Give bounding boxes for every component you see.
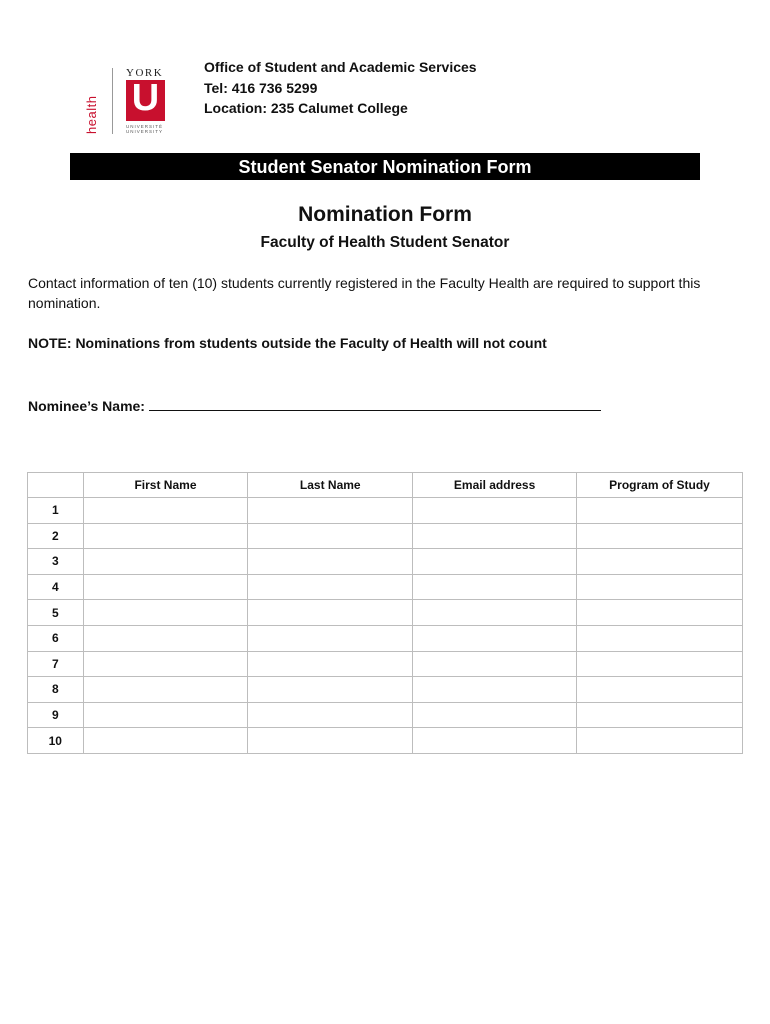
table-row <box>28 702 743 728</box>
row-number: 5 <box>28 600 84 626</box>
last-name-cell[interactable] <box>248 574 413 600</box>
first-name-cell[interactable] <box>83 677 248 703</box>
row-number: 10 <box>28 728 84 754</box>
table-row <box>28 574 743 600</box>
header-email: Email address <box>413 473 577 498</box>
health-logo-text: health <box>84 95 99 134</box>
supporters-table <box>27 472 743 754</box>
page-title: Nomination Form <box>298 203 472 226</box>
nominee-label: Nominee’s Name: <box>28 398 145 414</box>
first-name-cell[interactable] <box>83 498 248 524</box>
email-cell[interactable] <box>413 651 577 677</box>
table-row <box>28 600 743 626</box>
office-location: Location: 235 Calumet College <box>204 100 408 116</box>
email-cell[interactable] <box>413 702 577 728</box>
program-cell[interactable] <box>577 574 743 600</box>
table-row <box>28 523 743 549</box>
email-cell[interactable] <box>413 625 577 651</box>
university-logo-text: UNIVERSITÉ UNIVERSITY <box>126 124 164 134</box>
program-cell[interactable] <box>577 702 743 728</box>
note-text: NOTE: Nominations from students outside the Faculty of Health will not count <box>28 335 547 351</box>
intro-text: Contact information of ten (10) students currently registered in the Faculty Health are required to support this nomination. <box>28 275 701 311</box>
table-row <box>28 625 743 651</box>
program-cell[interactable] <box>577 523 743 549</box>
first-name-cell[interactable] <box>83 523 248 549</box>
header-first-name: First Name <box>83 473 248 498</box>
row-number: 4 <box>28 574 84 600</box>
row-number: 6 <box>28 625 84 651</box>
row-number: 2 <box>28 523 84 549</box>
first-name-cell[interactable] <box>83 625 248 651</box>
first-name-cell[interactable] <box>83 574 248 600</box>
program-cell[interactable] <box>577 651 743 677</box>
email-cell[interactable] <box>413 574 577 600</box>
row-number: 8 <box>28 677 84 703</box>
last-name-cell[interactable] <box>248 498 413 524</box>
table-row <box>28 728 743 754</box>
header-program: Program of Study <box>577 473 743 498</box>
program-cell[interactable] <box>577 625 743 651</box>
row-number: 9 <box>28 702 84 728</box>
office-name: Office of Student and Academic Services <box>204 59 477 75</box>
table-header-row <box>28 473 743 498</box>
first-name-cell[interactable] <box>83 600 248 626</box>
email-cell[interactable] <box>413 600 577 626</box>
office-info <box>204 57 477 119</box>
table-row <box>28 549 743 575</box>
table-row <box>28 651 743 677</box>
york-logo-text: YORK <box>126 67 164 79</box>
header-number <box>28 473 84 498</box>
table-row <box>28 498 743 524</box>
last-name-cell[interactable] <box>248 625 413 651</box>
program-cell[interactable] <box>577 498 743 524</box>
row-number: 1 <box>28 498 84 524</box>
logo-divider <box>112 68 113 134</box>
office-tel: Tel: 416 736 5299 <box>204 79 318 96</box>
header-last-name: Last Name <box>248 473 413 498</box>
page-subtitle: Faculty of Health Student Senator <box>260 234 510 251</box>
table-row <box>28 677 743 703</box>
last-name-cell[interactable] <box>248 549 413 575</box>
row-number: 7 <box>28 651 84 677</box>
email-cell[interactable] <box>413 498 577 524</box>
email-cell[interactable] <box>413 677 577 703</box>
last-name-cell[interactable] <box>248 702 413 728</box>
last-name-cell[interactable] <box>248 523 413 549</box>
nominee-name-line[interactable] <box>149 396 601 411</box>
first-name-cell[interactable] <box>83 549 248 575</box>
email-cell[interactable] <box>413 728 577 754</box>
program-cell[interactable] <box>577 728 743 754</box>
form-banner: Student Senator Nomination Form <box>70 153 700 180</box>
last-name-cell[interactable] <box>248 600 413 626</box>
last-name-cell[interactable] <box>248 677 413 703</box>
program-cell[interactable] <box>577 549 743 575</box>
email-cell[interactable] <box>413 549 577 575</box>
last-name-cell[interactable] <box>248 651 413 677</box>
row-number: 3 <box>28 549 84 575</box>
program-cell[interactable] <box>577 600 743 626</box>
first-name-cell[interactable] <box>83 702 248 728</box>
york-u-logo: U <box>126 80 165 121</box>
last-name-cell[interactable] <box>248 728 413 754</box>
nominee-name-field[interactable] <box>28 396 601 414</box>
program-cell[interactable] <box>577 677 743 703</box>
email-cell[interactable] <box>413 523 577 549</box>
first-name-cell[interactable] <box>83 651 248 677</box>
first-name-cell[interactable] <box>83 728 248 754</box>
